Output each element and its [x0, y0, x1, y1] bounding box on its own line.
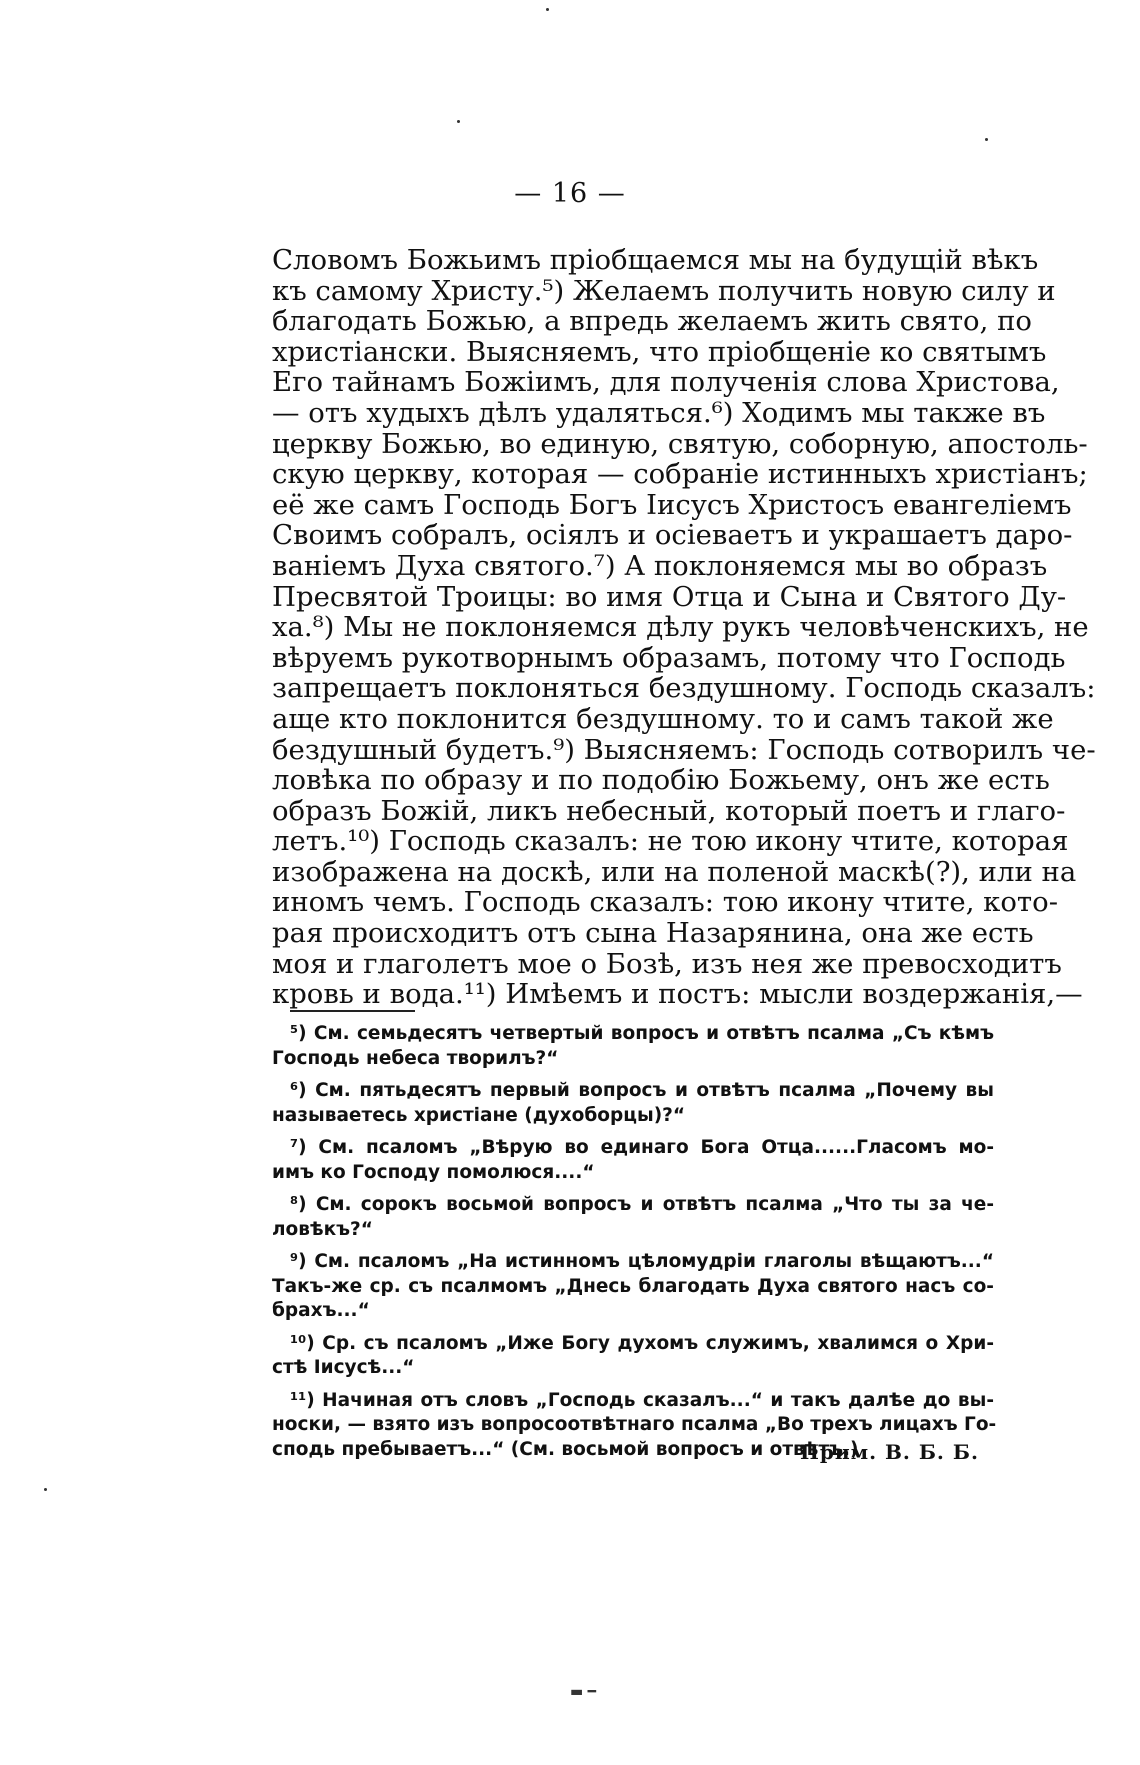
footnote-line: ¹⁰) Ср. съ псаломъ „Иже Богу духомъ служимъ, хвалимся о Хри-: [290, 1332, 994, 1354]
text-line: христіански. Выясняемъ, что пріобщеніе ко святымъ: [272, 335, 1047, 368]
text-line: церкву Божью, во единую, святую, соборную, апостоль-: [272, 427, 1088, 460]
footnote: [272, 1250, 994, 1324]
footnote-rule: [290, 1010, 415, 1012]
text-line: бездушный будетъ.⁹) Выясняемъ: Господь сотворилъ че-: [272, 733, 1096, 766]
footnote-line: имъ ко Господу помолюся....“: [272, 1161, 595, 1183]
main-text-block: [272, 244, 1096, 1011]
text-line: вѣруемъ рукотворнымъ образамъ, потому что Господь: [272, 641, 1066, 674]
text-line: Своимъ собралъ, осіялъ и осіеваетъ и украшаетъ даро-: [272, 519, 1073, 552]
footnote-line: носки, — взято изъ вопросоотвѣтнаго псалма „Во трехъ лицахъ Го-: [272, 1414, 997, 1435]
footnote-line: Господь небеса творилъ?“: [272, 1047, 559, 1069]
footnote: [272, 1136, 994, 1185]
footnote-signature: Прим. В. Б. Б.: [800, 1440, 979, 1464]
text-line: ловѣка по образу и по подобію Божьему, онъ же есть: [272, 764, 1050, 797]
footnote-line: Такъ-же ср. съ псалмомъ „Днесь благодать Духа святого насъ со-: [272, 1275, 994, 1297]
footnote: [272, 1079, 994, 1128]
text-line: къ самому Христу.⁵) Желаемъ получить новую силу и: [272, 274, 1056, 307]
speck: [546, 8, 549, 11]
text-line: летъ.¹⁰) Господь сказалъ: не тою икону чтите, которая: [272, 825, 1069, 858]
speck: [44, 1488, 47, 1491]
text-line: благодать Божью, а впредь желаемъ жить свято, по: [272, 305, 1032, 338]
footnote-line: брахъ...“: [272, 1300, 370, 1321]
text-line: кровь и вода.¹¹) Имѣемъ и постъ: мысли воздержанія,—: [272, 978, 1083, 1011]
footnote-line: сподь пребываетъ...“ (См. восьмой вопросъ и отвѣтъ.): [272, 1438, 859, 1460]
text-line: её же самъ Господь Богъ Іисусъ Христосъ евангеліемъ: [272, 488, 1072, 521]
footnote-line: называетесь христіане (духоборцы)?“: [272, 1104, 686, 1126]
footnote-line: стѣ Іисусѣ...“: [272, 1357, 415, 1378]
text-line: скую церкву, которая — собраніе истинныхъ христіанъ;: [272, 458, 1088, 491]
text-line: иномъ чемъ. Господь сказалъ: тою икону чтите, кото-: [272, 886, 1058, 919]
text-line: ха.⁸) Мы не поклоняемся дѣлу рукъ человѣченскихъ, не: [272, 611, 1089, 644]
footnotes-block: [272, 1022, 997, 1470]
text-line: моя и глаголетъ мое о Бозѣ, изъ нея же превосходитъ: [272, 947, 1062, 980]
footnote: [272, 1332, 994, 1381]
bottom-ornament: ▬ ━: [570, 1684, 597, 1700]
footnote: [272, 1193, 994, 1242]
speck: [985, 138, 988, 141]
footnote-line: ⁵) См. семьдесятъ четвертый вопросъ и отвѣтъ псалма „Съ кѣмъ: [290, 1023, 994, 1044]
text-line: рая происходитъ отъ сына Назарянина, она же есть: [272, 917, 1034, 950]
text-line: образъ Божій, ликъ небесный, который поетъ и глаго-: [272, 794, 1066, 827]
text-line: — отъ худыхъ дѣлъ удаляться.⁶) Ходимъ мы также въ: [272, 396, 1046, 429]
speck: [457, 120, 460, 123]
footnote-line: ловѣкъ?“: [272, 1218, 373, 1240]
text-line: Словомъ Божьимъ пріобщаемся мы на будущій вѣкъ: [272, 244, 1039, 276]
text-line: изображена на доскѣ, или на поленой маскѣ(?), или на: [272, 855, 1077, 888]
text-line: аще кто поклонится бездушному. то и самъ такой же: [272, 702, 1054, 735]
footnote-line: ⁸) См. сорокъ восьмой вопросъ и отвѣтъ псалма „Что ты за че-: [290, 1194, 994, 1215]
footnote-line: ⁷) См. псаломъ „Вѣрую во единаго Бога Отца......Гласомъ мо-: [290, 1137, 994, 1158]
footnote-line: ⁹) См. псаломъ „На истинномъ цѣломудріи глаголы вѣщаютъ...“: [290, 1251, 994, 1272]
footnote: [272, 1022, 994, 1071]
text-line: Пресвятой Троицы: во имя Отца и Сына и Святого Ду-: [272, 580, 1067, 613]
text-line: запрещаетъ поклоняться бездушному. Господь сказалъ:: [272, 672, 1096, 705]
footnote-line: ¹¹) Начиная отъ словъ „Господь сказалъ...“ и такъ далѣе до вы-: [290, 1389, 994, 1411]
footnote-line: ⁶) См. пятьдесятъ первый вопросъ и отвѣтъ псалма „Почему вы: [290, 1080, 994, 1101]
text-line: Его тайнамъ Божіимъ, для полученія слова Христова,: [272, 366, 1060, 399]
text-line: ваніемъ Духа святого.⁷) А поклоняемся мы во образъ: [272, 549, 1048, 582]
page-number: — 16 —: [514, 178, 626, 209]
